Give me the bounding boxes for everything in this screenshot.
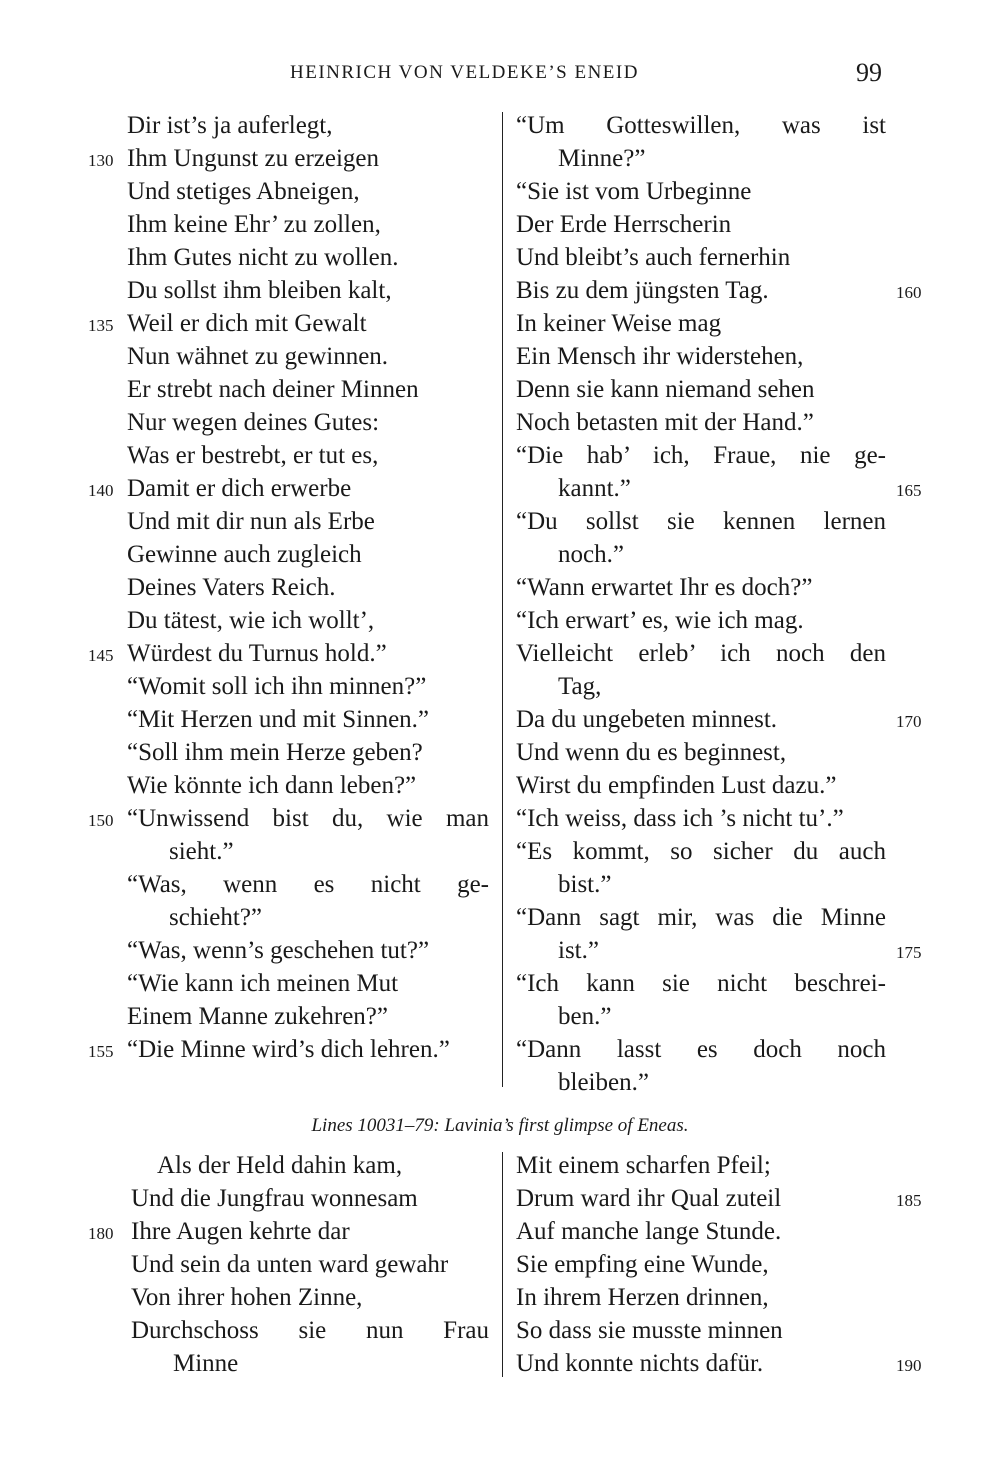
verse-line: Ihm keine Ehr’ zu zollen, <box>127 211 381 238</box>
verse-line: Und mit dir nun als Erbe <box>127 508 375 535</box>
verse-line: Vielleicht erleb’ ich noch den <box>516 640 886 667</box>
verse-line: “Die Minne wird’s dich lehren.” <box>127 1036 450 1063</box>
verse-line: Deines Vaters Reich. <box>127 574 336 601</box>
verse-line: “Mit Herzen und mit Sinnen.” <box>127 706 430 733</box>
verse-line: Da du ungebeten minnest. <box>516 706 778 733</box>
verse-line: Noch betasten mit der Hand.” <box>516 409 814 436</box>
verse-line: “Wann erwartet Ihr es doch?” <box>516 574 813 601</box>
verse-line: Damit er dich erwerbe <box>127 475 352 502</box>
verse-line: Wirst du empfinden Lust dazu.” <box>516 772 837 799</box>
verse-line: “Ich erwart’ es, wie ich mag. <box>516 607 804 634</box>
verse-line: Wie könnte ich dann leben?” <box>127 772 417 799</box>
verse-line: Weil er dich mit Gewalt <box>127 310 367 337</box>
line-number: 175 <box>896 943 922 962</box>
verse-line: Minne?” <box>558 145 646 172</box>
verse-line: bist.” <box>558 871 612 898</box>
verse-line: Und bleibt’s auch fernerhin <box>516 244 791 271</box>
verse-line: Auf manche lange Stunde. <box>516 1218 782 1245</box>
verse-line: Mit einem scharfen Pfeil; <box>516 1152 771 1179</box>
verse-line: “Sie ist vom Urbeginne <box>516 178 752 205</box>
verse-line: Und sein da unten ward gewahr <box>131 1251 449 1278</box>
verse-line: noch.” <box>558 541 624 568</box>
verse-line: Gewinne auch zugleich <box>127 541 362 568</box>
verse-line: “Womit soll ich ihn minnen?” <box>127 673 427 700</box>
line-number: 165 <box>896 481 922 500</box>
verse-line: kannt.” <box>558 475 631 502</box>
page-number: 99 <box>856 58 882 87</box>
verse-line: Würdest du Turnus hold.” <box>127 640 387 667</box>
verse-line: “Was, wenn’s geschehen tut?” <box>127 937 430 964</box>
verse-line: Nun wähnet zu gewinnen. <box>127 343 389 370</box>
verse-line: Und stetiges Abneigen, <box>127 178 360 205</box>
verse-line: Tag, <box>558 673 602 700</box>
verse-line: “Dann sagt mir, was die Minne <box>516 904 886 931</box>
verse-line: Drum ward ihr Qual zuteil <box>516 1185 782 1212</box>
line-number: 130 <box>88 151 114 170</box>
line-number: 135 <box>88 316 114 335</box>
verse-line: Und wenn du es beginnest, <box>516 739 787 766</box>
verse-line: “Du sollst sie kennen lernen <box>516 508 886 535</box>
verse-line: Ein Mensch ihr widerstehen, <box>516 343 804 370</box>
verse-line: Denn sie kann niemand sehen <box>516 376 815 403</box>
verse-line: Was er bestrebt, er tut es, <box>127 442 379 469</box>
line-number: 145 <box>88 646 114 665</box>
verse-line: Und konnte nichts dafür. <box>516 1350 764 1377</box>
verse-line: So dass sie musste minnen <box>516 1317 783 1344</box>
verse-line: “Ich kann sie nicht beschrei- <box>516 970 886 997</box>
verse-line: “Die hab’ ich, Fraue, nie ge- <box>516 442 886 469</box>
verse-line: Minne <box>173 1350 239 1377</box>
verse-line: Ihm Ungunst zu erzeigen <box>127 145 380 172</box>
verse-line: ist.” <box>558 937 599 964</box>
line-number: 140 <box>88 481 114 500</box>
verse-line: Nur wegen deines Gutes: <box>127 409 380 436</box>
verse-line: Und die Jungfrau wonnesam <box>131 1185 418 1212</box>
line-number: 180 <box>88 1224 114 1243</box>
line-number: 160 <box>896 283 922 302</box>
verse-line: “Was, wenn es nicht ge- <box>127 871 489 898</box>
line-number: 150 <box>88 811 114 830</box>
verse-line: Ihm Gutes nicht zu wollen. <box>127 244 399 271</box>
verse-line: In ihrem Herzen drinnen, <box>516 1284 769 1311</box>
verse-line: Er strebt nach deiner Minnen <box>127 376 419 403</box>
verse-line: In keiner Weise mag <box>516 310 722 337</box>
column-divider <box>502 1152 503 1377</box>
verse-line: Bis zu dem jüngsten Tag. <box>516 277 769 304</box>
verse-line: “Soll ihm mein Herze geben? <box>127 739 423 766</box>
verse-line: Du tätest, wie ich wollt’, <box>127 607 375 634</box>
line-number: 170 <box>896 712 922 731</box>
line-number: 155 <box>88 1042 114 1061</box>
verse-line: “Wie kann ich meinen Mut <box>127 970 399 997</box>
verse-line: Ihre Augen kehrte dar <box>131 1218 350 1245</box>
verse-line: “Es kommt, so sicher du auch <box>516 838 886 865</box>
verse-line: Du sollst ihm bleiben kalt, <box>127 277 392 304</box>
verse-line: “Ich weiss, dass ich ’s nicht tu’.” <box>516 805 844 832</box>
verse-line: “Dann lasst es doch noch <box>516 1036 886 1063</box>
column-divider <box>502 112 503 1087</box>
verse-line: “Um Gotteswillen, was ist <box>516 112 886 139</box>
verse-line: Als der Held dahin kam, <box>157 1152 403 1179</box>
verse-line: “Unwissend bist du, wie man <box>127 805 489 832</box>
line-number: 190 <box>896 1356 922 1375</box>
section-caption: Lines 10031–79: Lavinia’s first glimpse of Eneas. <box>311 1115 689 1136</box>
verse-line: Durchschoss sie nun Frau <box>131 1317 489 1344</box>
line-number: 185 <box>896 1191 922 1210</box>
verse-line: bleiben.” <box>558 1069 649 1096</box>
verse-line: Sie empfing eine Wunde, <box>516 1251 769 1278</box>
verse-line: sieht.” <box>169 838 234 865</box>
running-head-title: HEINRICH VON VELDEKE’S ENEID <box>290 62 639 83</box>
verse-line: schieht?” <box>169 904 263 931</box>
verse-line: Dir ist’s ja auferlegt, <box>127 112 333 139</box>
verse-line: Von ihrer hohen Zinne, <box>131 1284 363 1311</box>
verse-line: Der Erde Herrscherin <box>516 211 732 238</box>
verse-line: ben.” <box>558 1003 612 1030</box>
verse-line: Einem Manne zukehren?” <box>127 1003 388 1030</box>
